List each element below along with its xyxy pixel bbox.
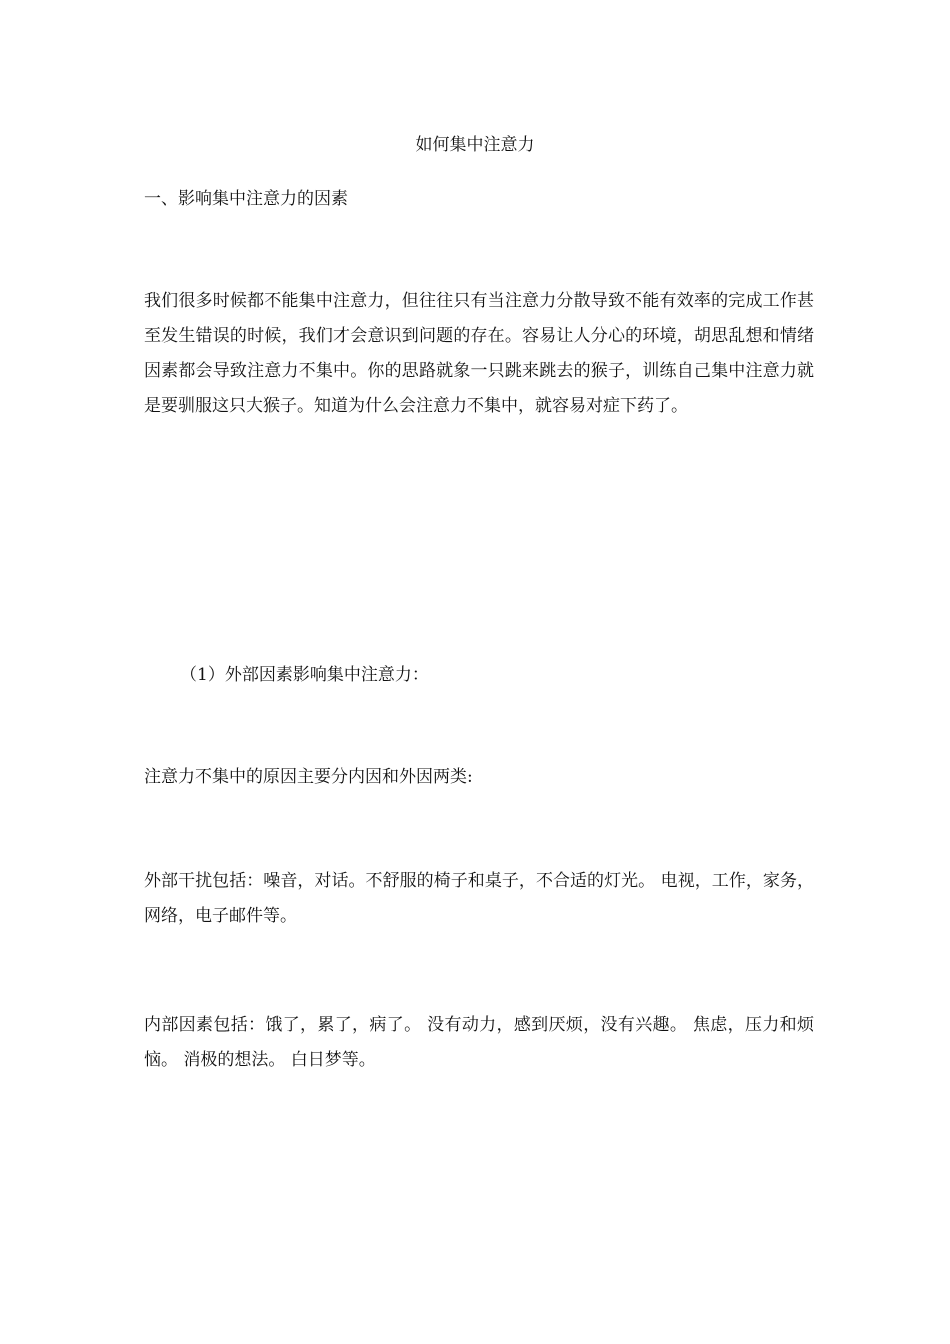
intro-paragraph: 我们很多时候都不能集中注意力，但往往只有当注意力分散导致不能有效率的完成工作甚至发生错误的时候，我们才会意识到问题的存在。容易让人分心的环境，胡思乱想和情绪因素都会导致注意力不集中。你的思路就象一只跳来跳去的猴子，训练自己集中注意力就是要驯服这只大猴子。知道为什么会注意力不集中，就容易对症下药了。 [144, 291, 814, 416]
subheading-external-factors: （1）外部因素影响集中注意力： [180, 665, 429, 685]
external-factors-paragraph: 外部干扰包括：噪音，对话。不舒服的椅子和桌子，不合适的灯光。 电视，工作，家务，网络，电子邮件等。 [144, 871, 814, 926]
internal-factors-paragraph: 内部因素包括：饿了，累了，病了。 没有动力，感到厌烦，没有兴趣。 焦虑，压力和烦恼。 消极的想法。 白日梦等。 [144, 1015, 814, 1070]
causes-line: 注意力不集中的原因主要分内因和外因两类: [144, 767, 473, 787]
section-heading: 一、影响集中注意力的因素 [144, 189, 348, 209]
document-title: 如何集中注意力 [415, 135, 535, 155]
